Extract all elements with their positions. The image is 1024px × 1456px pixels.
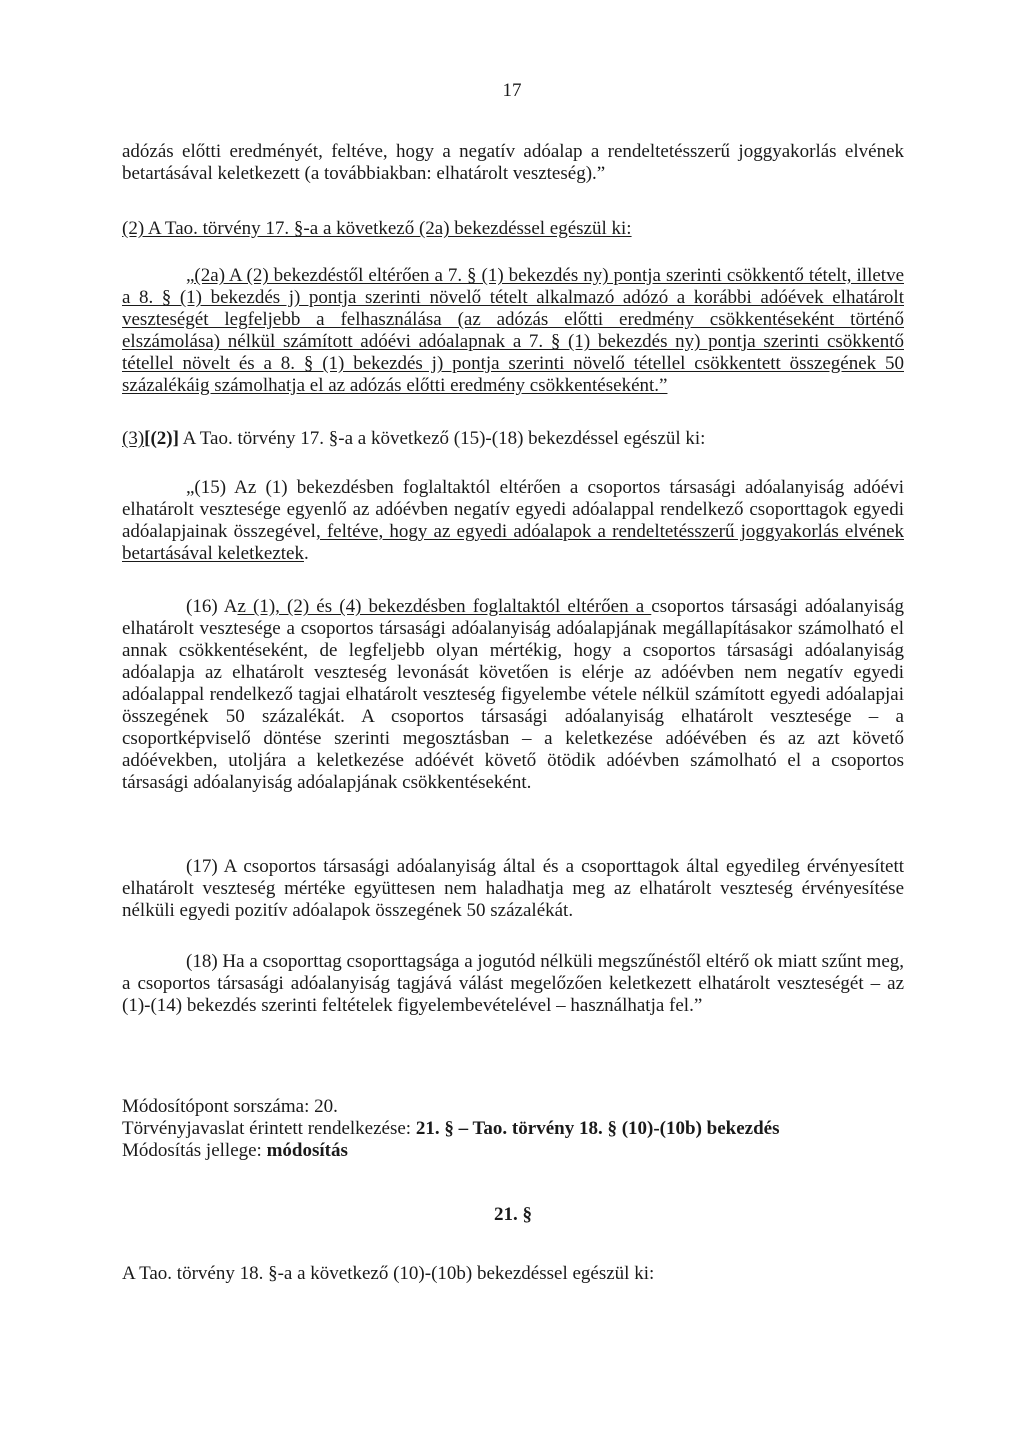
meta-provision-value: 21. § – Tao. törvény 18. § (10)-(10b) bekezdés [415,1118,780,1139]
meta-provision-label: Törvényjavaslat érintett rendelkezése: [122,1118,416,1139]
amendment-meta [122,1096,904,1162]
paragraph-continuation: adózás előtti eredményét, feltéve, hogy a negatív adóalap a rendeltetésszerű joggyakorlás elvének betartásával keletkezett (a továbbiakban: elhatárolt veszteség).” [122,141,904,184]
inserted-text: (2) A Tao. törvény 17. §-a a következő (2a) bekezdéssel egészül ki: [122,218,632,239]
deleted-mark: [(2)] [144,428,179,449]
paragraph-16-start: (16) A [186,596,238,617]
meta-type-label: Módosítás jellege: [122,1140,267,1161]
paragraph-15-end: . [303,543,309,564]
paragraph-18: (18) Ha a csoporttag csoporttagsága a jogutód nélküli megszűnéstől eltérő ok miatt szűnt meg, a csoportos társasági adóalanyiság tagjává válást megelőzően keletkezett elhatárolt veszteségét – az (1)-(14) bekezdés szerinti feltételek figyelembevételével – használhatja fel.” [122,951,904,1016]
paragraph-15-inserted: , feltéve, hogy az egyedi adóalapok a rendeltetésszerű joggyakorlás elvének betartásával keletkeztek [122,521,904,564]
amendment-2-intro [122,218,904,240]
paragraph-15 [122,477,904,565]
page-number: 17 [502,80,522,101]
inserted-mark: (3) [122,428,145,449]
meta-point-number: Módosítópont sorszáma: 20. [122,1096,338,1117]
amendment-3-text: A Tao. törvény 17. §-a a következő (15)-(18) bekezdéssel egészül ki: [178,428,706,449]
paragraph-16-text: csoportos társasági adóalanyiság elhatárolt vesztesége a csoportos társasági adóalanyiság adóalapjának megállapításakor számolható el annak csökkentéseként, de legfeljebb olyan mértékig, hogy a csoportos társasági adóalanyiság adóalapja az elhatárolt veszteség levonását követően is elérje az adóévben nem negatív egyedi adóalappal rendelkező tagjai elhatárolt veszteség figyelembe vétele nélkül számított egyedi adóalapjai összegének 50 százalékát. A csoportos társasági adóalanyiság elhatárolt vesztesége – a csoportképviselő döntése szerinti megosztásban – a keletkezése adóévében és az azt követő adóévekben, utoljára a keletkezése adóévét követő ötödik adóévben számolható el a csoportos társasági adóalanyiság adóalapjának csökkentéseként. [122,596,905,793]
closing-paragraph: A Tao. törvény 18. §-a a következő (10)-(10b) bekezdéssel egészül ki: [122,1263,655,1284]
paragraph-16-inserted: z (1), (2) és (4) bekezdésben foglaltaktól eltérően a [237,596,652,617]
paragraph-17: (17) A csoportos társasági adóalanyiság által és a csoporttagok által egyedileg érvényesített elhatárolt veszteség mértéke együttesen nem haladhatja meg az elhatárolt veszteség érvényesítése nélküli egyedi pozitív adóalapok összegének 50 százalékát. [122,856,904,921]
meta-type [122,1140,904,1162]
section-heading [122,1204,904,1226]
section-heading-text: 21. § [494,1204,532,1225]
meta-type-value: módosítás [266,1140,348,1161]
paragraph-16 [122,596,904,794]
meta-provision [122,1118,904,1140]
amendment-3-intro [122,428,904,450]
paragraph-2a: „(2a) A (2) bekezdéstől eltérően a 7. § (1) bekezdés ny) pontja szerinti csökkentő tételt, illetve a 8. § (1) bekezdés j) pontja szerinti növelő tételt alkalmazó adózó a korábbi adóévek elhatárolt veszteségét legfeljebb a felhasználása (az adózás előtti eredmény csökkentéseként történő elszámolása) nélkül számított adóévi adóalapnak a 7. § (1) bekezdés ny) pontja szerinti csökkentő tétellel növelt és a 8. § (1) bekezdés j) pontja szerinti növelő tétellel csökkentett összegének 50 százalékáig számolhatja el az adózás előtti eredmény csökkentéseként.” [122,265,904,396]
paragraph-15-text: „(15) Az (1) bekezdésben foglaltaktól eltérően a csoportos társasági adóalanyiság adóévi elhatárolt vesztesége egyenlő az adóévben negatív egyedi adóalappal rendelkező csoporttagok egyedi adóalapjainak összegével [122,477,904,542]
